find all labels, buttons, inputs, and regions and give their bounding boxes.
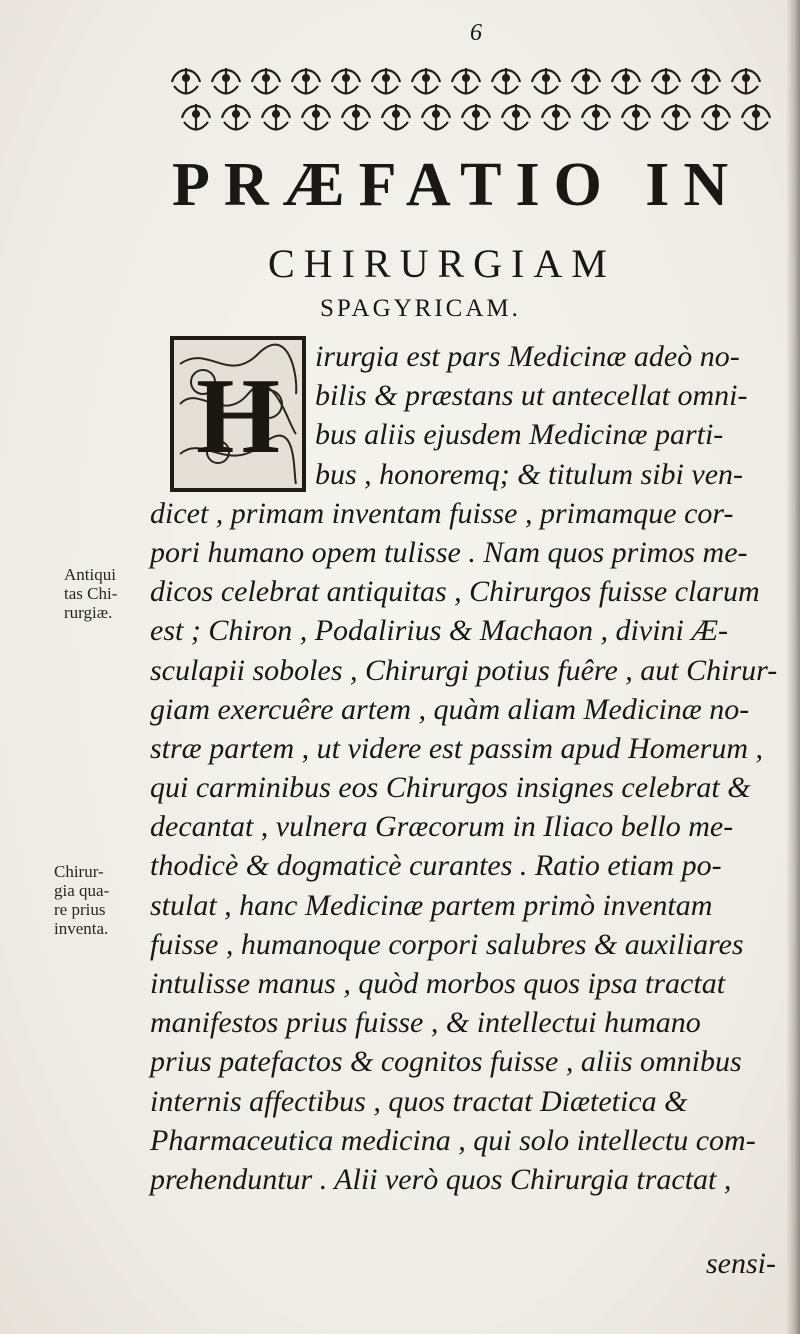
marginal-note-line: gia qua- — [54, 881, 110, 900]
body-line: bus aliis ejusdem Medicinæ parti- — [315, 418, 724, 452]
marginal-note-line: Chirur- — [54, 862, 104, 881]
body-line: bus , honoremq; & titulum sibi ven- — [315, 457, 744, 491]
fleuron-dot-icon — [223, 75, 229, 81]
marginal-note-line: re prius — [54, 900, 106, 919]
fleuron-dot-icon — [713, 111, 719, 117]
fleuron-dot-icon — [553, 111, 559, 117]
body-line: qui carminibus eos Chirurgos insignes celebrat & — [150, 771, 751, 805]
fleuron-dot-icon — [303, 75, 309, 81]
fleuron-dot-icon — [623, 75, 629, 81]
fleuron-dot-icon — [633, 111, 639, 117]
fleuron-dot-icon — [193, 111, 199, 117]
body-line: stulat , hanc Medicinæ partem primò inventam — [150, 888, 713, 922]
fleuron-dot-icon — [673, 111, 679, 117]
fleuron-dot-icon — [513, 111, 519, 117]
fleuron-dot-icon — [753, 111, 759, 117]
marginal-note-surgery — [54, 862, 109, 938]
fleuron-dot-icon — [343, 75, 349, 81]
heading-line-2: CHIRURGIAM — [268, 241, 616, 286]
body-line: sculapii soboles , Chirurgi potius fuêre , aut Chirur- — [150, 653, 778, 687]
fleuron-dot-icon — [353, 111, 359, 117]
fleuron-dot-icon — [463, 75, 469, 81]
body-line: manifestos prius fuisse , & intellectui humano — [150, 1006, 701, 1040]
body-line: prehenduntur . Alii verò quos Chirurgia tractat , — [150, 1162, 732, 1196]
fleuron-dot-icon — [273, 111, 279, 117]
drop-cap-letter: H — [195, 357, 281, 476]
fleuron-dot-icon — [183, 75, 189, 81]
body-line: dicos celebrat antiquitas , Chirurgos fuisse clarum — [150, 575, 760, 609]
body-line: prius patefactos & cognitos fuisse , aliis omnibus — [150, 1045, 742, 1079]
body-line: thodicè & dogmaticè curantes . Ratio etiam po- — [150, 849, 722, 883]
page-edge-shadow — [786, 0, 800, 1334]
body-line: intulisse manus , quòd morbos quos ipsa tractat — [150, 967, 726, 1000]
fleuron-dot-icon — [233, 111, 239, 117]
fleuron-dot-icon — [313, 111, 319, 117]
fleuron-dot-icon — [703, 75, 709, 81]
body-line: bilis & præstans ut antecellat omni- — [315, 379, 748, 413]
fleuron-dot-icon — [263, 75, 269, 81]
fleuron-dot-icon — [473, 111, 479, 117]
fleuron-dot-icon — [503, 75, 509, 81]
body-line: dicet , primam inventam fuisse , primamque cor- — [150, 496, 734, 530]
marginal-note-line: tas Chi- — [64, 584, 118, 603]
ornament-band-icon — [168, 62, 788, 140]
body-line: internis affectibus , quos tractat Diætetica & — [150, 1084, 688, 1118]
fleuron-dot-icon — [423, 75, 429, 81]
marginal-note-antiquity — [64, 565, 117, 622]
body-line: giam exercuêre artem , quàm aliam Medicinæ no- — [150, 692, 750, 726]
fleuron-dot-icon — [543, 75, 549, 81]
body-line: decantat , vulnera Græcorum in Iliaco bello me- — [150, 810, 734, 844]
body-line: stræ partem , ut videre est passim apud Homerum , — [150, 731, 764, 765]
fleuron-dot-icon — [663, 75, 669, 81]
catchword: sensi- — [706, 1247, 776, 1280]
body-line: est ; Chiron , Podalirius & Machaon , divini Æ- — [150, 614, 729, 648]
body-line: fuisse , humanoque corpori salubres & auxiliares — [150, 927, 744, 961]
fleuron-dot-icon — [743, 75, 749, 81]
heading-line-1: PRÆFATIO IN — [172, 151, 743, 219]
fleuron-dot-icon — [383, 75, 389, 81]
heading-line-3: SPAGYRICAM. — [320, 295, 521, 322]
fleuron-dot-icon — [583, 75, 589, 81]
body-line: irurgia est pars Medicinæ adeò no- — [315, 340, 740, 373]
fleuron-dot-icon — [433, 111, 439, 117]
page-number: 6 — [470, 20, 482, 46]
marginal-note-line: Antiqui — [64, 565, 116, 584]
body-text — [150, 337, 790, 1199]
marginal-note-line: inventa. — [54, 919, 109, 938]
body-line: Pharmaceutica medicina , qui solo intellectu com- — [150, 1123, 756, 1157]
fleuron-dot-icon — [393, 111, 399, 117]
marginal-note-line: rurgiæ. — [64, 603, 113, 622]
fleuron-dot-icon — [593, 111, 599, 117]
body-line: pori humano opem tulisse . Nam quos primos me- — [150, 535, 748, 569]
